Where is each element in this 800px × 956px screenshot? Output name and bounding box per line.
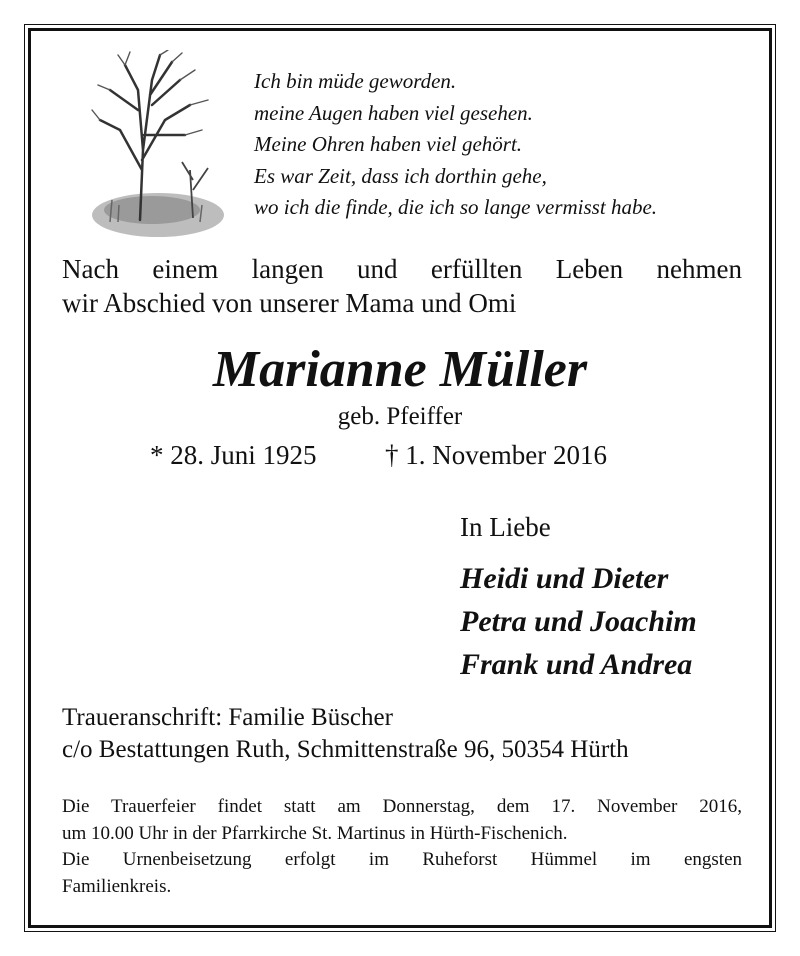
bare-tree-icon bbox=[90, 50, 225, 240]
intro-line: wir Abschied von unserer Mama und Omi bbox=[62, 288, 517, 318]
death-date: † 1. November 2016 bbox=[385, 440, 607, 470]
mourner-name: Heidi und Dieter bbox=[460, 562, 669, 595]
poem-line: Ich bin müde geworden. bbox=[254, 69, 457, 93]
mourner-name: Petra und Joachim bbox=[460, 605, 697, 638]
mourning-address bbox=[62, 702, 629, 766]
poem-line: meine Augen haben viel gesehen. bbox=[254, 100, 533, 125]
poem bbox=[254, 66, 657, 224]
mourner-name: Frank und Andrea bbox=[460, 648, 693, 681]
birth-date: * 28. Juni 1925 bbox=[150, 440, 317, 470]
address-line: c/o Bestattungen Ruth, Schmittenstraße 96, 50354 Hürth bbox=[62, 736, 629, 763]
mourners-list bbox=[460, 557, 697, 686]
service-line: um 10.00 Uhr in der Pfarrkirche St. Martinus in Hürth-Fischenich. bbox=[62, 822, 568, 844]
service-line: Familienkreis. bbox=[62, 875, 172, 897]
maiden-name: geb. Pfeiffer bbox=[337, 403, 463, 430]
address-line: Traueranschrift: Familie Büscher bbox=[62, 704, 393, 731]
intro-line: Nach einem langen und erfüllten Leben nehmen bbox=[62, 254, 742, 284]
poem-line: wo ich die finde, die ich so lange vermisst habe. bbox=[254, 195, 658, 219]
service-line: Die Trauerfeier findet statt am Donnerstag, dem 17. November 2016, bbox=[62, 796, 742, 817]
service-line: Die Urnenbeisetzung erfolgt im Ruheforst Hümmel im engsten bbox=[62, 849, 742, 870]
in-love-label: In Liebe bbox=[460, 512, 551, 542]
poem-line: Meine Ohren haben viel gehört. bbox=[254, 132, 523, 156]
service-info bbox=[62, 794, 742, 900]
deceased-name: Marianne Müller bbox=[212, 341, 588, 398]
intro-text bbox=[62, 252, 742, 320]
poem-line: Es war Zeit, dass ich dorthin gehe, bbox=[254, 163, 547, 188]
